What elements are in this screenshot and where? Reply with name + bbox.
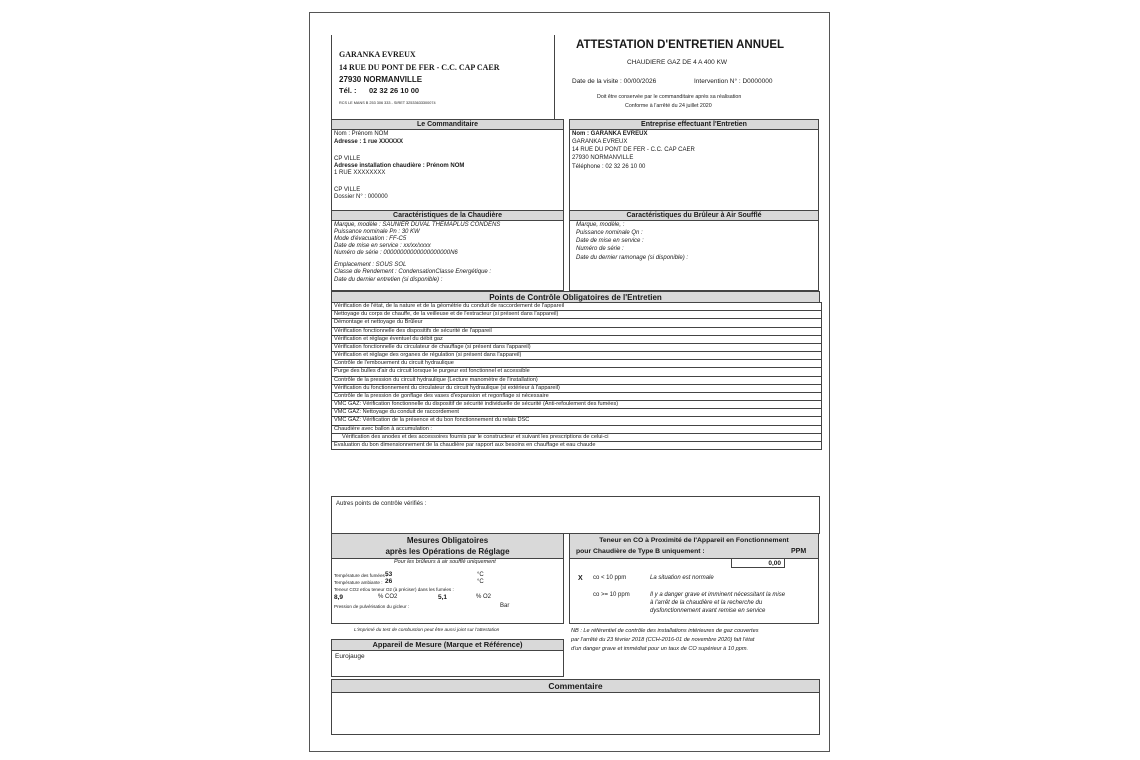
bruleur-line: Marque, modèle, : bbox=[576, 222, 625, 228]
temp-amb-label: Température ambiante : bbox=[334, 580, 383, 585]
pression-unit: Bar bbox=[500, 603, 510, 609]
temp-fumees-label: Température des fumées : bbox=[334, 573, 388, 578]
document-title: ATTESTATION D'ENTRETIEN ANNUEL bbox=[576, 39, 785, 51]
co2-value: 8,9 bbox=[334, 594, 344, 601]
chaudiere-line: Marque, modèle : SAUNIER DUVAL THEMAPLUS CONDENS bbox=[334, 222, 501, 228]
company-city: 27930 NORMANVILLE bbox=[339, 75, 423, 84]
bruleur-line: Puissance nominale Qn : bbox=[576, 230, 643, 236]
installation-cp: CP VILLE bbox=[334, 187, 361, 193]
autres-points-label: Autres points de contrôle vérifiés : bbox=[336, 501, 427, 507]
chaudiere-line: Mode d'évacuation : FF-C5 bbox=[334, 236, 407, 242]
temp-fumees-value: 53 bbox=[385, 571, 393, 578]
control-point-row: Vérification et réglage éventuel du débit gaz bbox=[332, 336, 821, 344]
installation-address: Adresse installation chaudière : Prénom NOM bbox=[334, 163, 465, 169]
entreprise-tel: Téléphone : 02 32 26 10 00 bbox=[572, 164, 646, 170]
commanditaire-header: Le Commanditaire bbox=[332, 120, 563, 130]
co-lt: co < 10 ppm bbox=[593, 575, 627, 581]
combustion-ticket-note: L'imprimé du test de combustion peut être aussi joint sur l'attestation bbox=[354, 628, 500, 633]
autres-points-box bbox=[331, 496, 820, 534]
chaudiere-header: Caractéristiques de la Chaudière bbox=[332, 211, 563, 221]
co-value-field: 0,00 bbox=[731, 558, 785, 568]
co-unit: PPM bbox=[791, 548, 807, 555]
co-nb-line2: par l'arrêté du 23 février 2018 (CCH-2016-01 de novembre 2020) fait l'état bbox=[571, 637, 755, 643]
co2-unit: % CO2 bbox=[378, 594, 398, 600]
chaudiere-line: Classe de Rendement : CondensationClasse Energétique : bbox=[334, 269, 492, 275]
control-point-row: Vérification du fonctionnement du circulateur du circuit hydraulique (si extérieur à l'appareil) bbox=[332, 385, 821, 393]
commanditaire-nom: Nom : Prénom NOM bbox=[334, 131, 389, 137]
company-tel-label: Tél. : bbox=[339, 86, 357, 95]
appareil-value: Eurojauge bbox=[335, 653, 365, 660]
control-point-row: Vérification fonctionnelle du circulateur de chauffage (si présent dans l'appareil) bbox=[332, 344, 821, 352]
control-point-row: Evaluation du bon dimensionnement de la chaudière par rapport aux besoins en chauffage et eau chaude bbox=[332, 442, 821, 450]
entreprise-box bbox=[569, 119, 819, 211]
co-header bbox=[570, 534, 818, 559]
installation-rue: 1 RUE XXXXXXXX bbox=[334, 170, 386, 176]
chaudiere-line: Date du dernier entretien (si disponible) : bbox=[334, 277, 443, 283]
chaudiere-line: Numéro de série : 00000000000000000000N6 bbox=[334, 250, 458, 256]
entreprise-line2: 14 RUE DU PONT DE FER - C.C. CAP CAER bbox=[572, 147, 695, 153]
control-point-row: Contrôle de la pression du circuit hydraulique (Lecture manomètre de l'installation) bbox=[332, 377, 821, 385]
control-point-row: Chaudière avec ballon à accumulation : bbox=[332, 426, 821, 434]
mesures-sub: Pour les brûleurs à air soufflé uniquement bbox=[394, 559, 496, 565]
bruleur-line: Date du dernier ramonage (si disponible) : bbox=[576, 255, 689, 261]
co-mark: X bbox=[578, 575, 583, 582]
entreprise-line1: GARANKA EVREUX bbox=[572, 139, 628, 145]
co-ge-text2: à l'arrêt de la chaudière et la recherche du bbox=[650, 600, 763, 606]
co-ge: co >= 10 ppm bbox=[593, 592, 630, 598]
control-point-row: Vérification de l'état, de la nature et de la géométrie du conduit de raccordement de l'appareil bbox=[332, 303, 821, 311]
chaudiere-line: Date de mise en service : xx/xx/xxxx bbox=[334, 243, 431, 249]
mesures-box bbox=[331, 533, 564, 624]
company-address: 14 RUE DU PONT DE FER - C.C. CAP CAER bbox=[339, 63, 500, 72]
points-header-label: Points de Contrôle Obligatoires de l'Entretien bbox=[489, 293, 662, 302]
chaudiere-box bbox=[331, 210, 564, 291]
control-point-row: Contrôle de l'embouement du circuit hydraulique bbox=[332, 360, 821, 368]
teneur-label: Teneur CO2 et/ou teneur O2 (à préciser) dans les fumées : bbox=[334, 587, 454, 592]
visit-date: Date de la visite : 00/00/2026 bbox=[572, 78, 657, 85]
co-ge-text1: Il y a danger grave et imminent nécessitant la mise bbox=[650, 592, 786, 598]
commentaire-header: Commentaire bbox=[332, 680, 819, 693]
appareil-header: Appareil de Mesure (Marque et Référence) bbox=[332, 640, 563, 651]
document-subtitle: CHAUDIERE GAZ DE 4 A 400 KW bbox=[627, 59, 728, 66]
bruleur-line: Numéro de série : bbox=[576, 246, 624, 252]
co-header-line1: Teneur en CO à Proximité de l'Appareil en Fonctionnement bbox=[599, 537, 789, 544]
commanditaire-adresse: Adresse : 1 rue XXXXXX bbox=[334, 139, 404, 145]
mesures-header-line2: après les Opérations de Réglage bbox=[385, 547, 510, 556]
attestation-page bbox=[309, 12, 830, 752]
control-point-row: VMC GAZ: Vérification de la présence et du bon fonctionnement du relais DSC bbox=[332, 417, 821, 425]
co-ge-text3: dysfonctionnement avant remise en service bbox=[650, 608, 766, 614]
company-tel: 02 32 26 10 00 bbox=[369, 86, 420, 95]
bruleur-header: Caractéristiques du Brûleur à Air Soufflé bbox=[570, 211, 818, 221]
o2-unit: % O2 bbox=[476, 594, 492, 600]
conformity-note: Conforme à l'arrêté du 24 juillet 2020 bbox=[625, 103, 712, 109]
bruleur-line: Date de mise en service : bbox=[576, 238, 644, 244]
control-point-row: Nettoyage du corps de chauffe, de la veilleuse et de l'extracteur (si présent dans l'appareil) bbox=[332, 311, 821, 319]
chaudiere-line: Puissance nominale Pn : 30 KW bbox=[334, 229, 420, 235]
co-lt-text: La situation est normale bbox=[650, 575, 714, 581]
commentaire-box bbox=[331, 679, 820, 735]
entreprise-line3: 27930 NORMANVILLE bbox=[572, 155, 634, 161]
co-nb-line3: d'un danger grave et immédiat pour un taux de CO supérieur à 10 ppm. bbox=[571, 646, 749, 652]
control-point-row: VMC GAZ: Vérification fonctionnelle du dispositif de sécurité individuelle de sécurité (Anti-refoulement des fumées) bbox=[332, 401, 821, 409]
o2-value: 5,1 bbox=[438, 594, 448, 601]
mesures-header bbox=[332, 534, 563, 559]
appareil-box bbox=[331, 639, 564, 677]
dossier-number: Dossier N° : 000000 bbox=[334, 194, 388, 200]
co-box bbox=[569, 533, 819, 624]
company-name: GARANKA EVREUX bbox=[339, 50, 416, 59]
mesures-header-line1: Mesures Obligatoires bbox=[406, 536, 489, 545]
control-point-row: Vérification fonctionnelle des dispositifs de sécurité de l'appareil bbox=[332, 328, 821, 336]
control-point-row: Contrôle de la pression de gonflage des vases d'expansion et regonflage si nécessaire bbox=[332, 393, 821, 401]
co-nb-line1: NB : Le référentiel de contrôle des installations intérieures de gaz couvertes bbox=[571, 628, 759, 634]
control-point-row: Vérification et réglage des organes de régulation (si présent dans l'appareil) bbox=[332, 352, 821, 360]
control-point-row: VMC GAZ: Nettoyage du conduit de raccordement bbox=[332, 409, 821, 417]
commanditaire-box bbox=[331, 119, 564, 211]
conservation-note: Doit être conservée par le commanditaire après sa réalisation bbox=[597, 94, 742, 100]
company-rcs: RCS LE MANS B 253 306 333 - SIRET 32533633300074 bbox=[339, 101, 436, 105]
entreprise-header: Entreprise effectuant l'Entretien bbox=[570, 120, 818, 130]
intervention-number: Intervention N° : D0000000 bbox=[694, 78, 773, 85]
chaudiere-line: Emplacement : SOUS SOL bbox=[334, 262, 407, 268]
commanditaire-cp: CP VILLE bbox=[334, 156, 361, 162]
bruleur-box bbox=[569, 210, 819, 291]
pression-label: Pression de pulvérisation du gicleur : bbox=[334, 604, 410, 609]
control-point-row: Vérification des anodes et des accessoires fournis par le constructeur et suivant les prescriptions de celui-ci bbox=[332, 434, 821, 442]
temp-amb-unit: °C bbox=[477, 579, 484, 585]
temp-fumees-unit: °C bbox=[477, 572, 484, 578]
points-list bbox=[331, 302, 822, 450]
temp-amb-value: 26 bbox=[385, 578, 393, 585]
co-header-line2: pour Chaudière de Type B uniquement : bbox=[576, 548, 705, 555]
control-point-row: Démontage et nettoyage du Brûleur bbox=[332, 319, 821, 327]
entreprise-nom: Nom : GARANKA EVREUX bbox=[572, 131, 648, 137]
control-point-row: Purge des bulles d'air du circuit lorsque le purgeur est fonctionnel et accessible bbox=[332, 368, 821, 376]
